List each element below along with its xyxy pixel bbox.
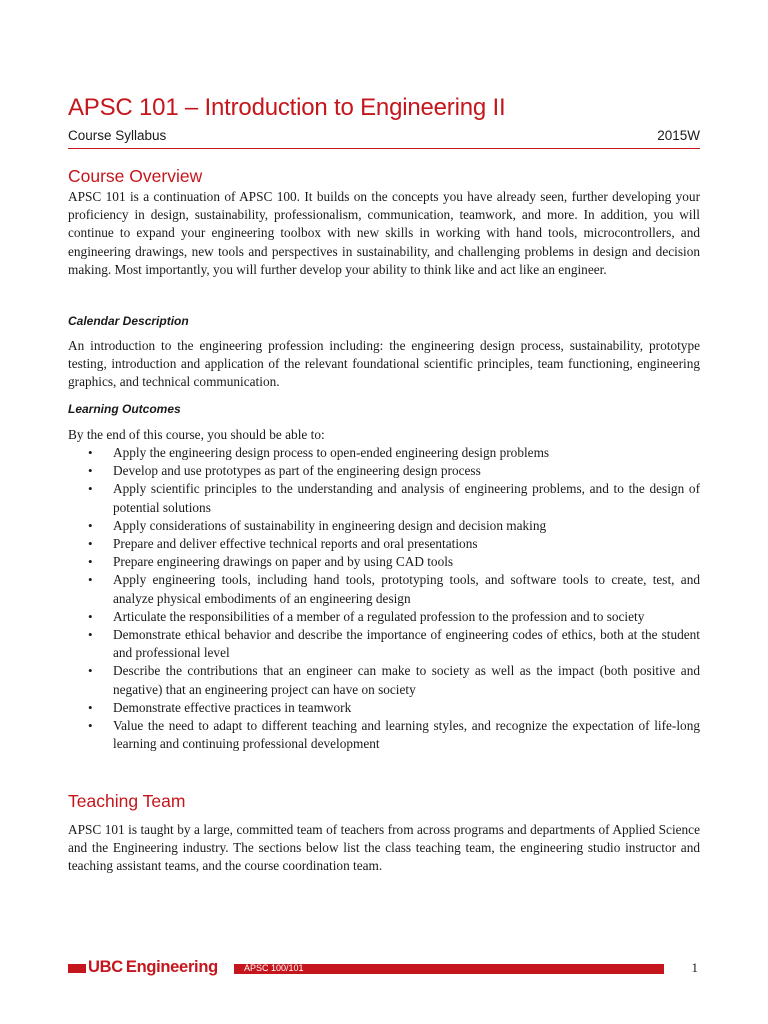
list-item	[68, 699, 700, 717]
course-overview-paragraph: APSC 101 is a continuation of APSC 100. It builds on the concepts you have already seen, further developing your proficiency in design, sustainability, professionalism, communication, teamwork, and more. In addition, you will continue to expand your engineering toolbox with new skills in working with hand tools, microcontrollers, and engineering drawings, new tools and perspectives in sustainability, and challenging problems in design and decision making. Most importantly, you will further develop your ability to think like and act like an engineer.	[68, 189, 700, 277]
bullet-icon: •	[88, 627, 93, 643]
bullet-icon: •	[88, 554, 93, 570]
list-item	[68, 480, 700, 516]
list-item	[68, 608, 700, 626]
list-item	[68, 662, 700, 698]
bullet-icon: •	[88, 608, 93, 624]
list-item-text: Value the need to adapt to different teaching and learning styles, and recognize the expectation of life-long learning and continuing professional development	[113, 718, 700, 752]
learning-outcomes-heading: Learning Outcomes	[68, 402, 181, 416]
list-item-text: Prepare and deliver effective technical reports and oral presentations	[113, 536, 478, 552]
list-item-text: Develop and use prototypes as part of the engineering design process	[113, 463, 481, 479]
list-item-text: Apply the engineering design process to open-ended engineering design problems	[113, 445, 550, 460]
ubc-engineering-logo	[88, 958, 218, 977]
list-item	[68, 535, 700, 553]
calendar-description-paragraph: An introduction to the engineering profession including: the engineering design process, sustainability, prototype testing, introduction and application of the relevant foundational scientific principles, team functioning, engineering graphics, and technical communication.	[68, 338, 700, 390]
bullet-icon: •	[88, 481, 93, 497]
footer-course-code: APSC 100/101	[244, 963, 304, 973]
title-divider	[68, 148, 700, 149]
bullet-icon: •	[88, 463, 93, 479]
subtitle-row	[68, 128, 700, 146]
bullet-icon: •	[88, 663, 93, 679]
bullet-icon: •	[88, 536, 93, 552]
course-overview-heading: Course Overview	[68, 166, 203, 186]
list-item	[68, 626, 700, 662]
learning-outcomes-list	[68, 444, 700, 753]
list-item-text: Apply considerations of sustainability in engineering design and decision making	[113, 517, 547, 533]
bullet-icon: •	[88, 445, 93, 460]
footer-accent-bar	[68, 964, 86, 973]
list-item-text: Prepare engineering drawings on paper and by using CAD tools	[113, 554, 454, 570]
page-number: 1	[691, 960, 698, 975]
bullet-icon: •	[88, 572, 93, 588]
list-item-text: Demonstrate ethical behavior and describe the importance of engineering codes of ethics, both at the student and professional level	[113, 627, 700, 661]
list-item-text: Apply scientific principles to the understanding and analysis of engineering problems, and to the design of potential solutions	[113, 481, 700, 515]
bullet-icon: •	[88, 517, 93, 533]
list-item-text: Demonstrate effective practices in teamwork	[113, 699, 352, 715]
list-item	[68, 571, 700, 607]
page-title: APSC 101 – Introduction to Engineering II	[68, 94, 506, 121]
list-item-text: Articulate the responsibilities of a member of a regulated profession to the profession and to society	[113, 608, 645, 624]
list-item	[68, 553, 700, 571]
teaching-team-heading: Teaching Team	[68, 791, 186, 811]
page-footer	[68, 958, 700, 980]
calendar-description-heading: Calendar Description	[68, 314, 189, 328]
logo-engineering-text: Engineering	[125, 958, 218, 976]
learning-outcomes-intro: By the end of this course, you should be able to:	[68, 427, 325, 442]
bullet-icon: •	[88, 699, 93, 715]
list-item-text: Apply engineering tools, including hand tools, prototyping tools, and software tools to create, test, and analyze physical embodiments of an engineering design	[113, 572, 700, 606]
teaching-team-paragraph: APSC 101 is taught by a large, committed team of teachers from across programs and departments of Applied Science and the Engineering industry. The sections below list the class teaching team, the engineering studio instructor and teaching assistant teams, and the course coordination team.	[68, 822, 700, 874]
list-item	[68, 444, 700, 462]
logo-ubc-text: UBC	[88, 958, 123, 976]
list-item	[68, 462, 700, 480]
document-type: Course Syllabus	[68, 128, 167, 143]
list-item	[68, 717, 700, 753]
list-item-text: Describe the contributions that an engineer can make to society as well as the impact (both positive and negative) that an engineering project can have on society	[113, 663, 700, 697]
list-item	[68, 517, 700, 535]
bullet-icon: •	[88, 718, 93, 734]
term-label: 2015W	[657, 128, 700, 143]
